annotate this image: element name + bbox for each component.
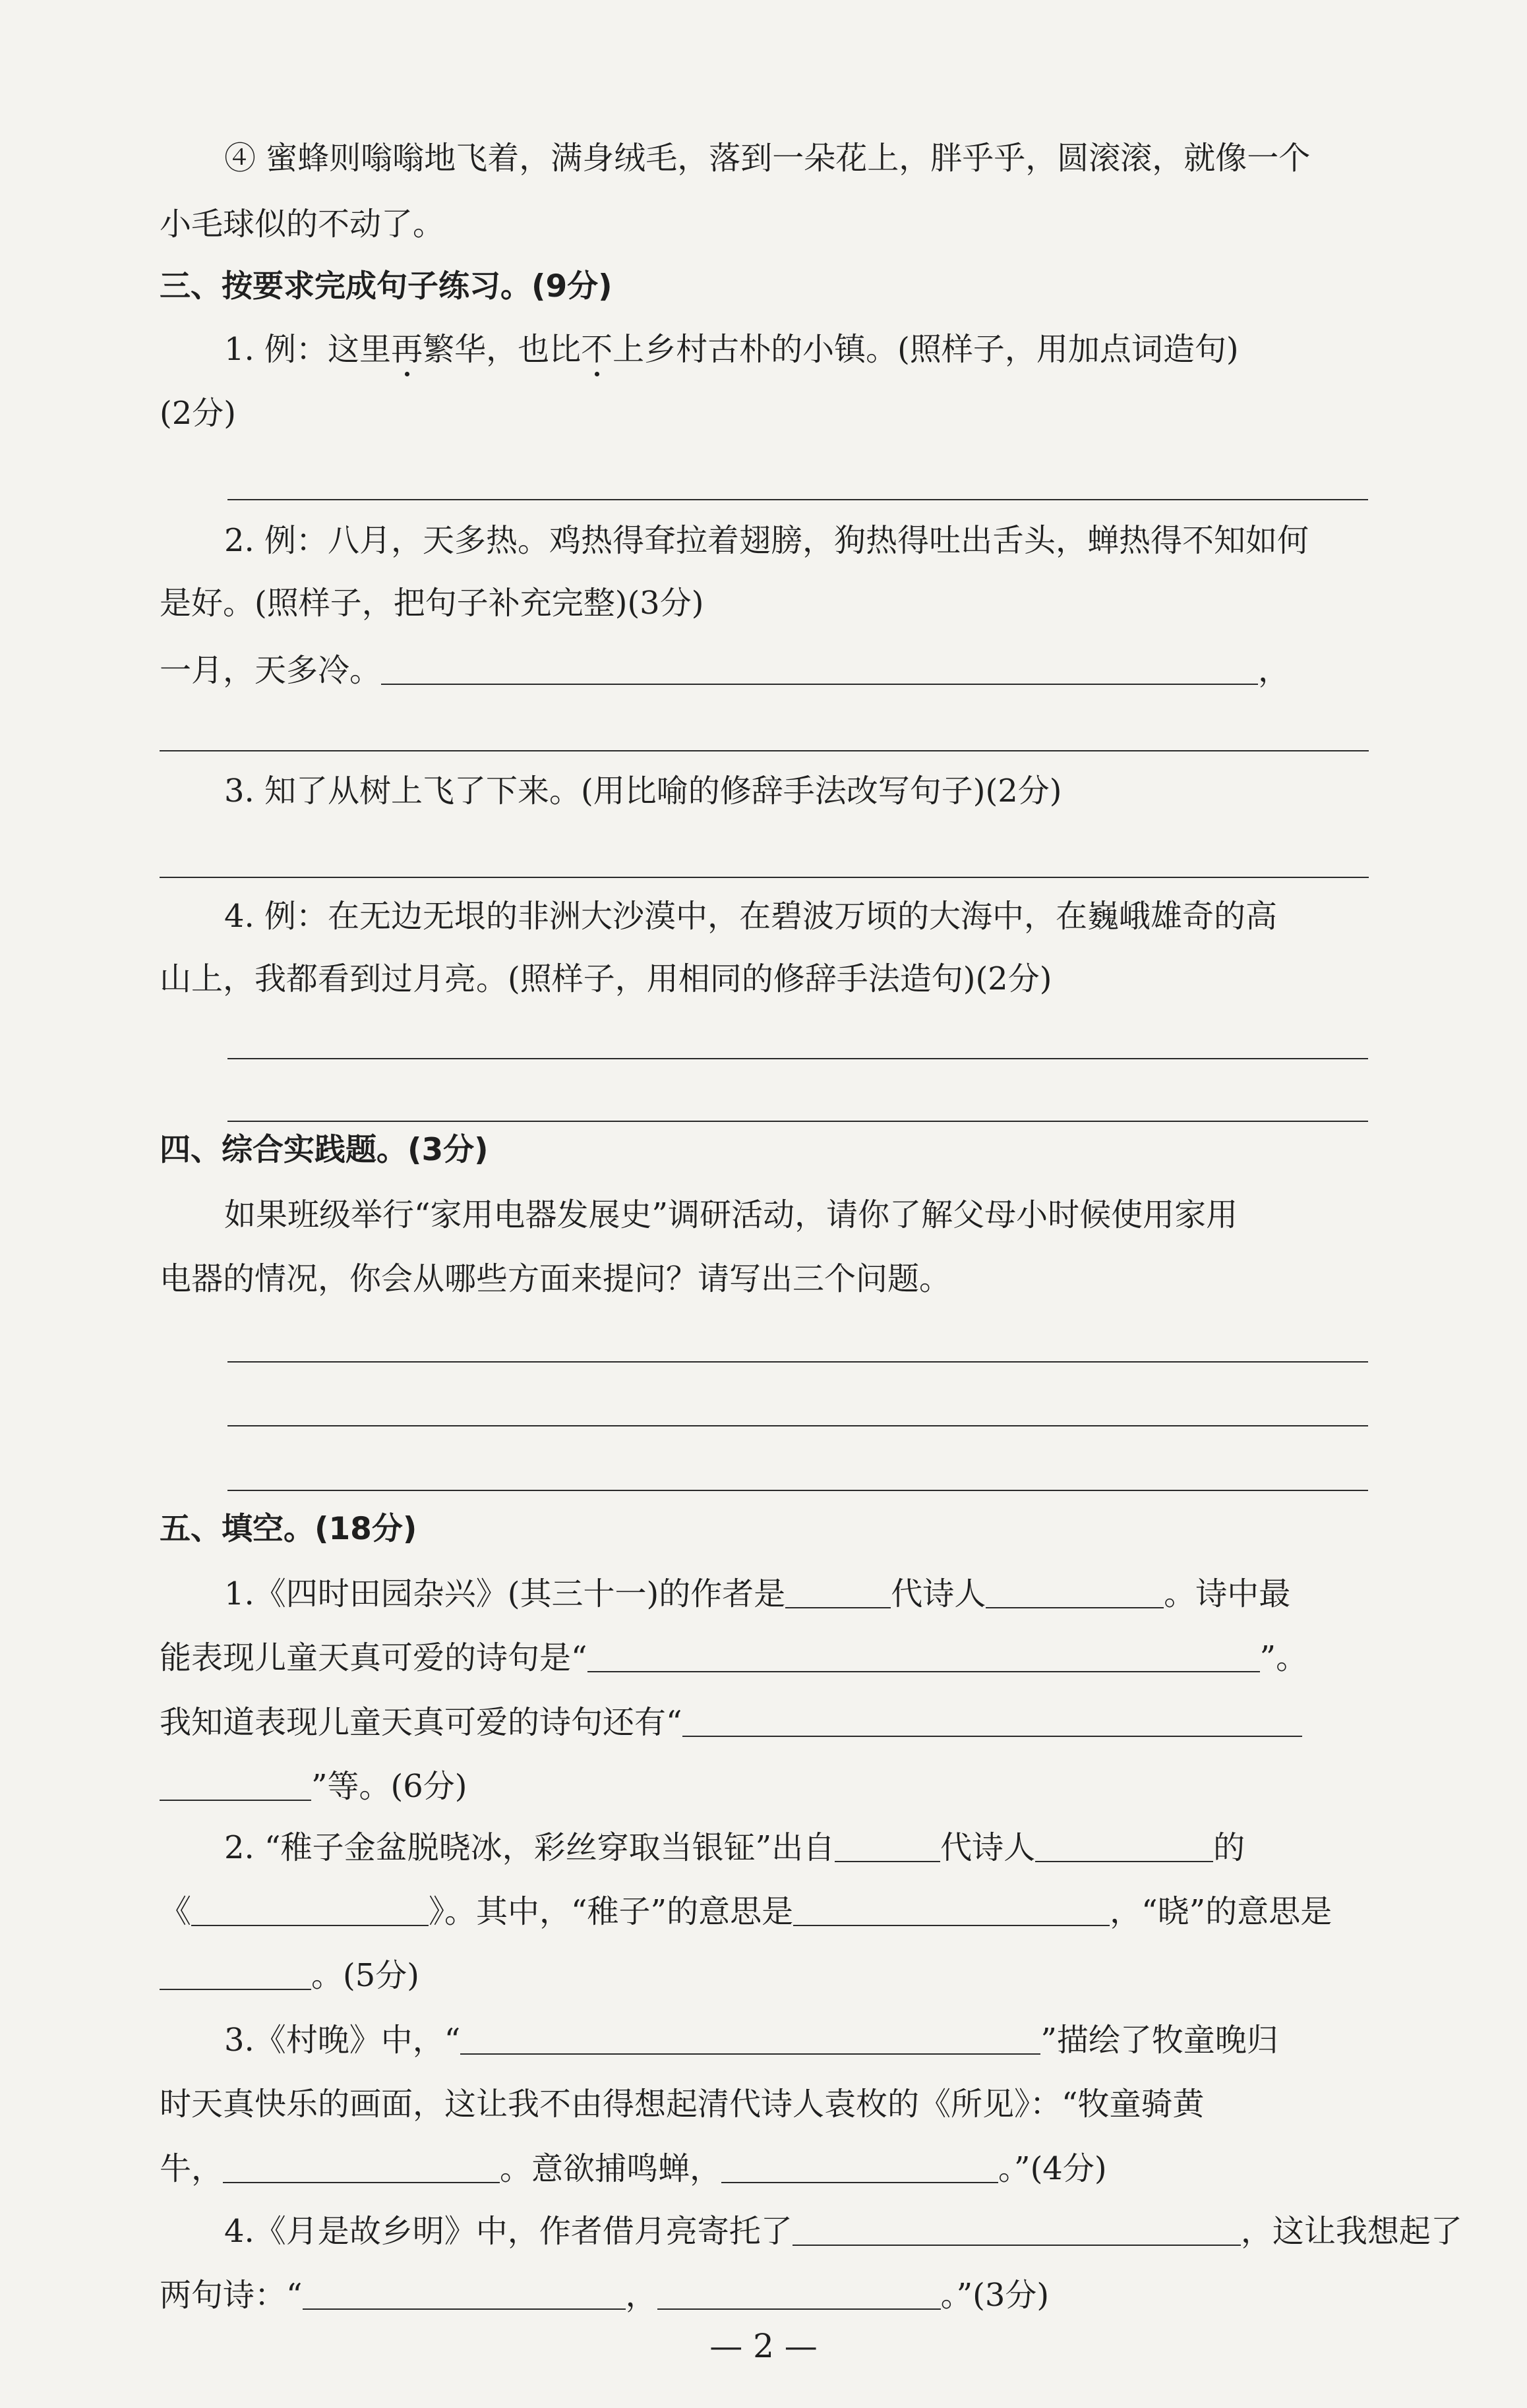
s5-q3-blank-1[interactable]: [223, 2149, 500, 2183]
section4-heading: 四、综合实践题。(3分): [160, 1132, 489, 1168]
s5-q4-line1: 4.《月是故乡明》中，作者借月亮寄托了 ，这让我想起了: [224, 2213, 1462, 2250]
s5-q4-line2: 两句诗：“ ， 。”(3分): [160, 2277, 1050, 2314]
q2-item4-line2: 小毛球似的不动了。: [160, 206, 445, 243]
s5-q1-blank-other-verse-b[interactable]: [160, 1767, 311, 1801]
s3-q4-answer-line-1[interactable]: [227, 1058, 1368, 1059]
s5-q1-blank-verse[interactable]: [587, 1638, 1260, 1672]
s4-answer-line-2[interactable]: [227, 1425, 1368, 1426]
s5-q1-line1: 1.《四时田园杂兴》(其三十一)的作者是 代诗人 。诗中最: [224, 1575, 1291, 1612]
s5-q1-line2: 能表现儿童天真可爱的诗句是“ ”。: [160, 1639, 1308, 1676]
s5-q1-blank-other-verse-a[interactable]: [682, 1703, 1302, 1737]
s3-q1-dotted-word-2: 比不上: [549, 326, 644, 372]
s5-q4-blank-1[interactable]: [303, 2276, 626, 2310]
s4-line2: 电器的情况，你会从哪些方面来提问？请写出三个问题。: [160, 1260, 951, 1297]
s3-q2-line1: 2. 例：八月，天多热。鸡热得耷拉着翅膀，狗热得吐出舌头，蝉热得不知如何: [224, 522, 1309, 559]
s5-q4-blank-2[interactable]: [657, 2276, 941, 2310]
s3-q4-answer-line-2[interactable]: [227, 1121, 1368, 1122]
s5-q3-blank-2[interactable]: [721, 2149, 998, 2183]
s3-q1-dotted-word-1: 再: [391, 326, 423, 372]
s5-q3-blank-verse[interactable]: [460, 2020, 1040, 2055]
section5-heading: 五、填空。(18分): [160, 1511, 417, 1547]
s3-q1-line1: 1. 例：这里再繁华，也比不上乡村古朴的小镇。(照样子，用加点词造句): [224, 326, 1369, 372]
s4-answer-line-3[interactable]: [227, 1490, 1368, 1491]
s3-q2-line3: 一月，天多冷。 ，: [160, 652, 1290, 689]
s5-q2-blank-dynasty[interactable]: [835, 1828, 940, 1862]
s3-q1-answer-line[interactable]: [227, 499, 1368, 500]
s5-q3-line3: 牛， 。意欲捕鸣蝉， 。”(4分): [160, 2150, 1107, 2187]
s5-q1-line3: 我知道表现儿童天真可爱的诗句还有“: [160, 1699, 1369, 1746]
s3-q3-answer-line[interactable]: [160, 877, 1369, 878]
s5-q2-blank-title[interactable]: [191, 1892, 429, 1926]
s3-q2-blank[interactable]: [381, 651, 1258, 685]
s5-q1-blank-poet[interactable]: [986, 1574, 1164, 1608]
s5-q3-line2: 时天真快乐的画面，这让我不由得想起清代诗人袁枚的《所见》：“牧童骑黄: [160, 2086, 1205, 2123]
s5-q1-blank-dynasty[interactable]: [785, 1574, 891, 1608]
s5-q2-line3: 。(5分): [160, 1953, 1369, 1999]
section3-heading: 三、按要求完成句子练习。(9分): [160, 268, 613, 305]
s5-q2-line1: 2. “稚子金盆脱晓冰，彩丝穿取当银钲”出自 代诗人 的: [224, 1829, 1245, 1866]
s5-q2-blank-xiao[interactable]: [160, 1956, 311, 1990]
page-number: — 2 —: [709, 2327, 818, 2365]
s5-q2-line2: 《 》。其中，“稚子”的意思是 ，“晓”的意思是: [160, 1893, 1332, 1930]
s4-line1: 如果班级举行“家用电器发展史”调研活动，请你了解父母小时候使用家用: [224, 1196, 1238, 1233]
s3-q2-answer-line[interactable]: [160, 750, 1369, 751]
s3-q4-line2: 山上，我都看到过月亮。(照样子，用相同的修辞手法造句)(2分): [160, 960, 1052, 997]
s5-q3-line1: 3.《村晚》中，“ ”描绘了牧童晚归: [224, 2022, 1278, 2059]
q2-item4-line1: ④ 蜜蜂则嗡嗡地飞着，满身绒毛，落到一朵花上，胖乎乎，圆滚滚，就像一个: [224, 140, 1311, 177]
s5-q4-blank-emotion[interactable]: [793, 2212, 1241, 2246]
s5-q1-line4: ”等。(6分): [160, 1763, 1369, 1809]
s5-q2-blank-zhizi[interactable]: [793, 1892, 1110, 1926]
s3-q3-line1: 3. 知了从树上飞了下来。(用比喻的修辞手法改写句子)(2分): [224, 773, 1062, 809]
s5-q2-blank-poet[interactable]: [1035, 1828, 1213, 1862]
s3-q1-line2: (2分): [160, 395, 236, 432]
s3-q2-line2: 是好。(照样子，把句子补充完整)(3分): [160, 585, 704, 622]
s4-answer-line-1[interactable]: [227, 1361, 1368, 1363]
s3-q4-line1: 4. 例：在无边无垠的非洲大沙漠中，在碧波万顷的大海中，在巍峨雄奇的高: [224, 898, 1278, 935]
